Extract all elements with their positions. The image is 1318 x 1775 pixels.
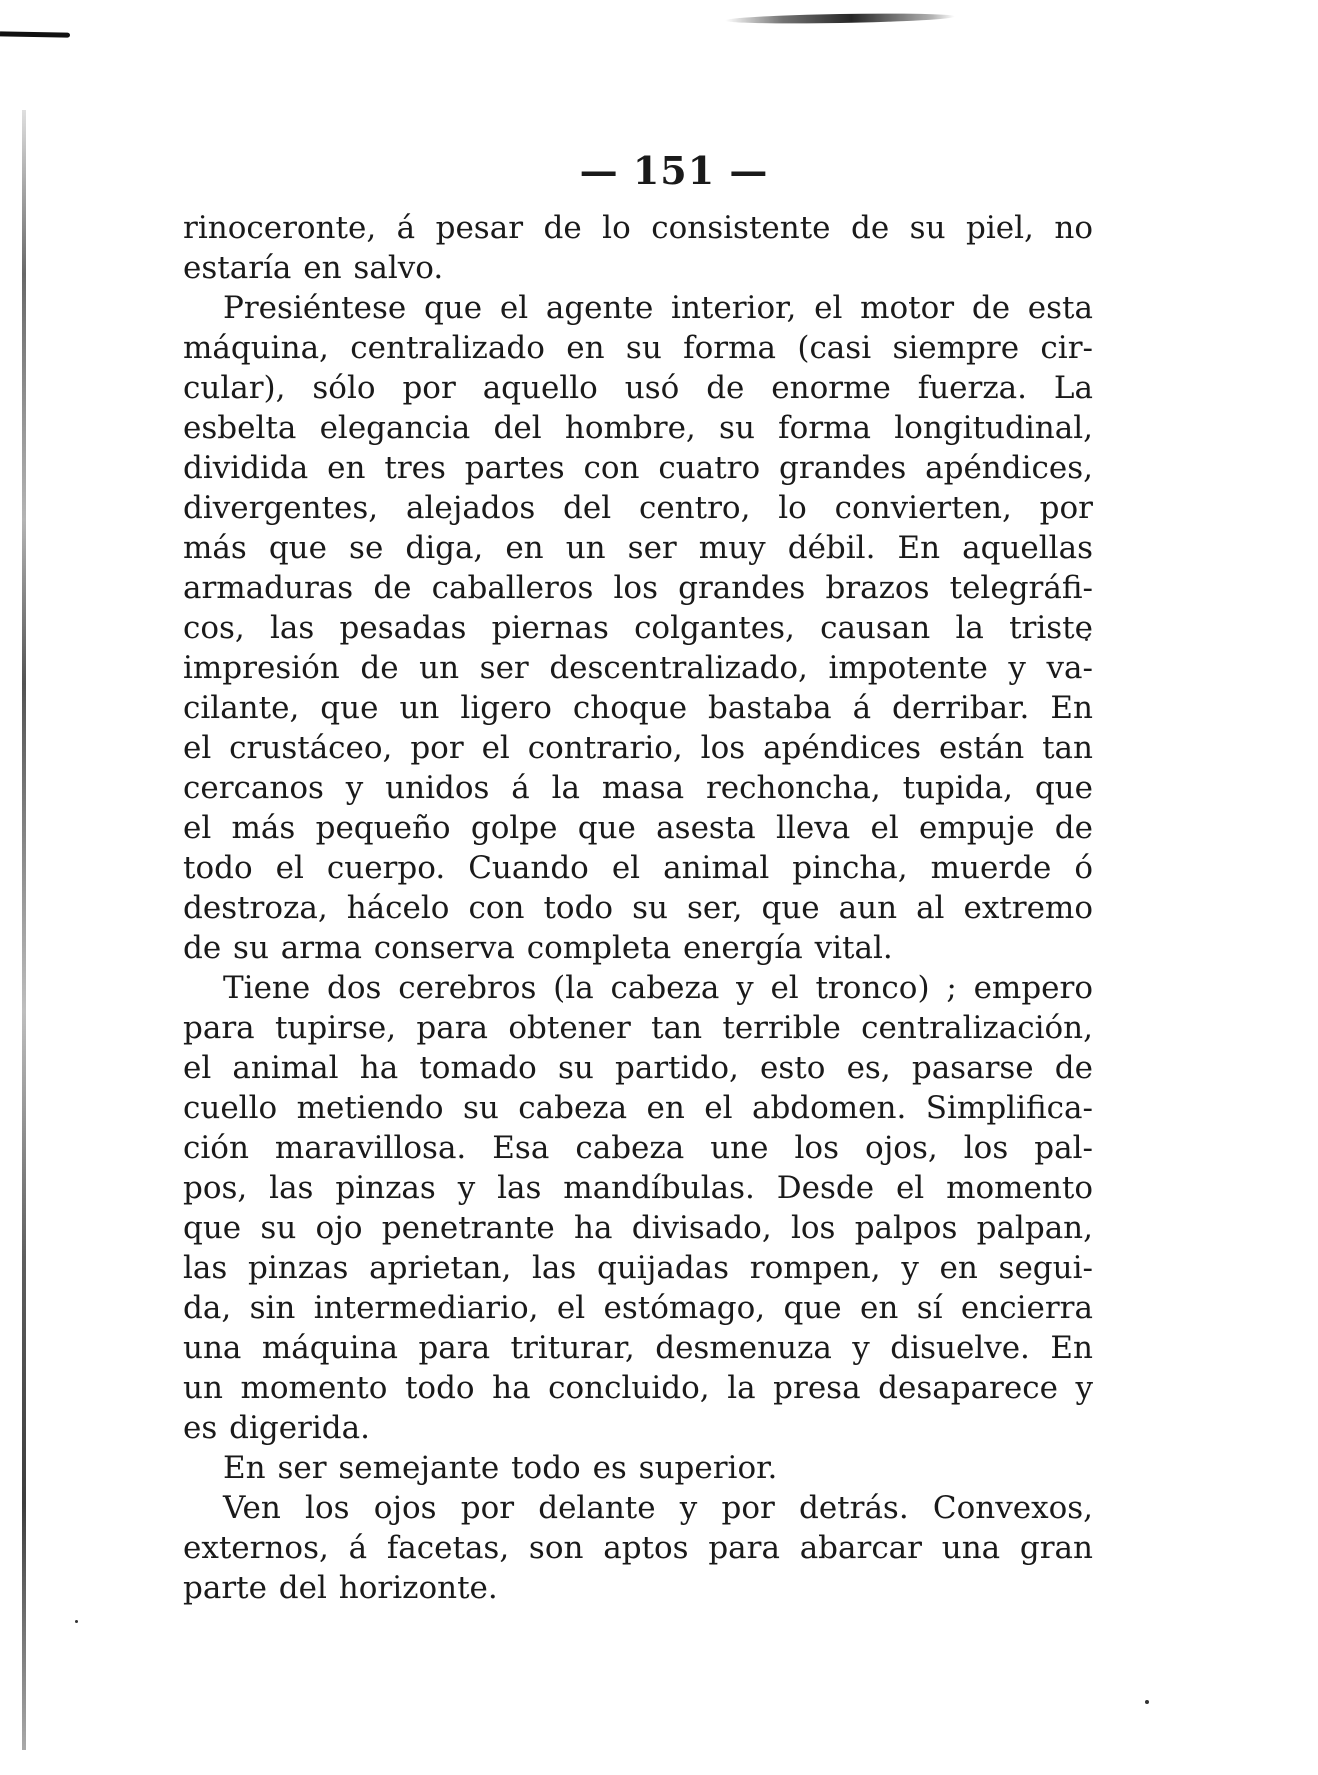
text-line: que su ojo penetrante ha divisado, los palpos palpan, bbox=[183, 1210, 1093, 1246]
scan-smudge-top bbox=[725, 12, 955, 25]
text-line: el más pequeño golpe que asesta lleva el empuje de bbox=[183, 810, 1093, 846]
text-line: máquina, centralizado en su forma (casi siempre cir- bbox=[183, 330, 1093, 366]
text-line: armaduras de caballeros los grandes brazos telegráfi- bbox=[183, 570, 1093, 606]
text-line: cercanos y unidos á la masa rechoncha, tupida, que bbox=[183, 770, 1093, 806]
text-line: destroza, hácelo con todo su ser, que aun al extremo bbox=[183, 890, 1093, 926]
text-line: de su arma conserva completa energía vital. bbox=[183, 930, 893, 966]
text-line: más que se diga, en un ser muy débil. En aquellas bbox=[183, 530, 1093, 566]
text-line: dividida en tres partes con cuatro grandes apéndices, bbox=[183, 450, 1093, 486]
text-line: es digerida. bbox=[183, 1410, 370, 1446]
text-line: pos, las pinzas y las mandíbulas. Desde el momento bbox=[183, 1170, 1093, 1206]
text-line: cular), sólo por aquello usó de enorme fuerza. La bbox=[183, 370, 1093, 406]
scan-speck bbox=[75, 1620, 78, 1623]
text-line: parte del horizonte. bbox=[183, 1570, 498, 1606]
text-line: cos, las pesadas piernas colgantes, causan la triste bbox=[183, 610, 1093, 646]
text-line: En ser semejante todo es superior. bbox=[223, 1450, 778, 1486]
text-line: cilante, que un ligero choque bastaba á derribar. En bbox=[183, 690, 1093, 726]
text-line: rinoceronte, á pesar de lo consistente de su piel, no bbox=[183, 210, 1093, 246]
scan-mark-top-left bbox=[0, 31, 70, 37]
text-line: da, sin intermediario, el estómago, que en sí encierra bbox=[183, 1290, 1093, 1326]
text-line: Tiene dos cerebros (la cabeza y el tronco) ; empero bbox=[223, 970, 1093, 1006]
text-line: las pinzas aprietan, las quijadas rompen, y en segui- bbox=[183, 1250, 1093, 1286]
page-number: — 151 — bbox=[579, 148, 769, 193]
text-line: divergentes, alejados del centro, lo convierten, por bbox=[183, 490, 1093, 526]
text-line: Ven los ojos por delante y por detrás. Convexos, bbox=[223, 1490, 1093, 1526]
text-line: esbelta elegancia del hombre, su forma longitudinal, bbox=[183, 410, 1093, 446]
text-line: estaría en salvo. bbox=[183, 250, 444, 286]
text-line: el animal ha tomado su partido, esto es, pasarse de bbox=[183, 1050, 1093, 1086]
text-line: para tupirse, para obtener tan terrible centralización, bbox=[183, 1010, 1093, 1046]
scan-speck bbox=[1145, 1700, 1149, 1704]
scan-binding-shadow bbox=[22, 110, 26, 1750]
text-line: externos, á facetas, son aptos para abarcar una gran bbox=[183, 1530, 1093, 1566]
body-text bbox=[183, 208, 1093, 1608]
text-line: ción maravillosa. Esa cabeza une los ojos, los pal- bbox=[183, 1130, 1093, 1166]
text-line: impresión de un ser descentralizado, impotente y va- bbox=[183, 650, 1093, 686]
text-line: el crustáceo, por el contrario, los apéndices están tan bbox=[183, 730, 1093, 766]
text-line: una máquina para triturar, desmenuza y disuelve. En bbox=[183, 1330, 1093, 1366]
text-line: cuello metiendo su cabeza en el abdomen. Simplifica- bbox=[183, 1090, 1093, 1126]
text-line: todo el cuerpo. Cuando el animal pincha, muerde ó bbox=[183, 850, 1093, 886]
text-line: un momento todo ha concluido, la presa desaparece y bbox=[183, 1370, 1093, 1406]
text-line: Presiéntese que el agente interior, el motor de esta bbox=[223, 290, 1093, 326]
